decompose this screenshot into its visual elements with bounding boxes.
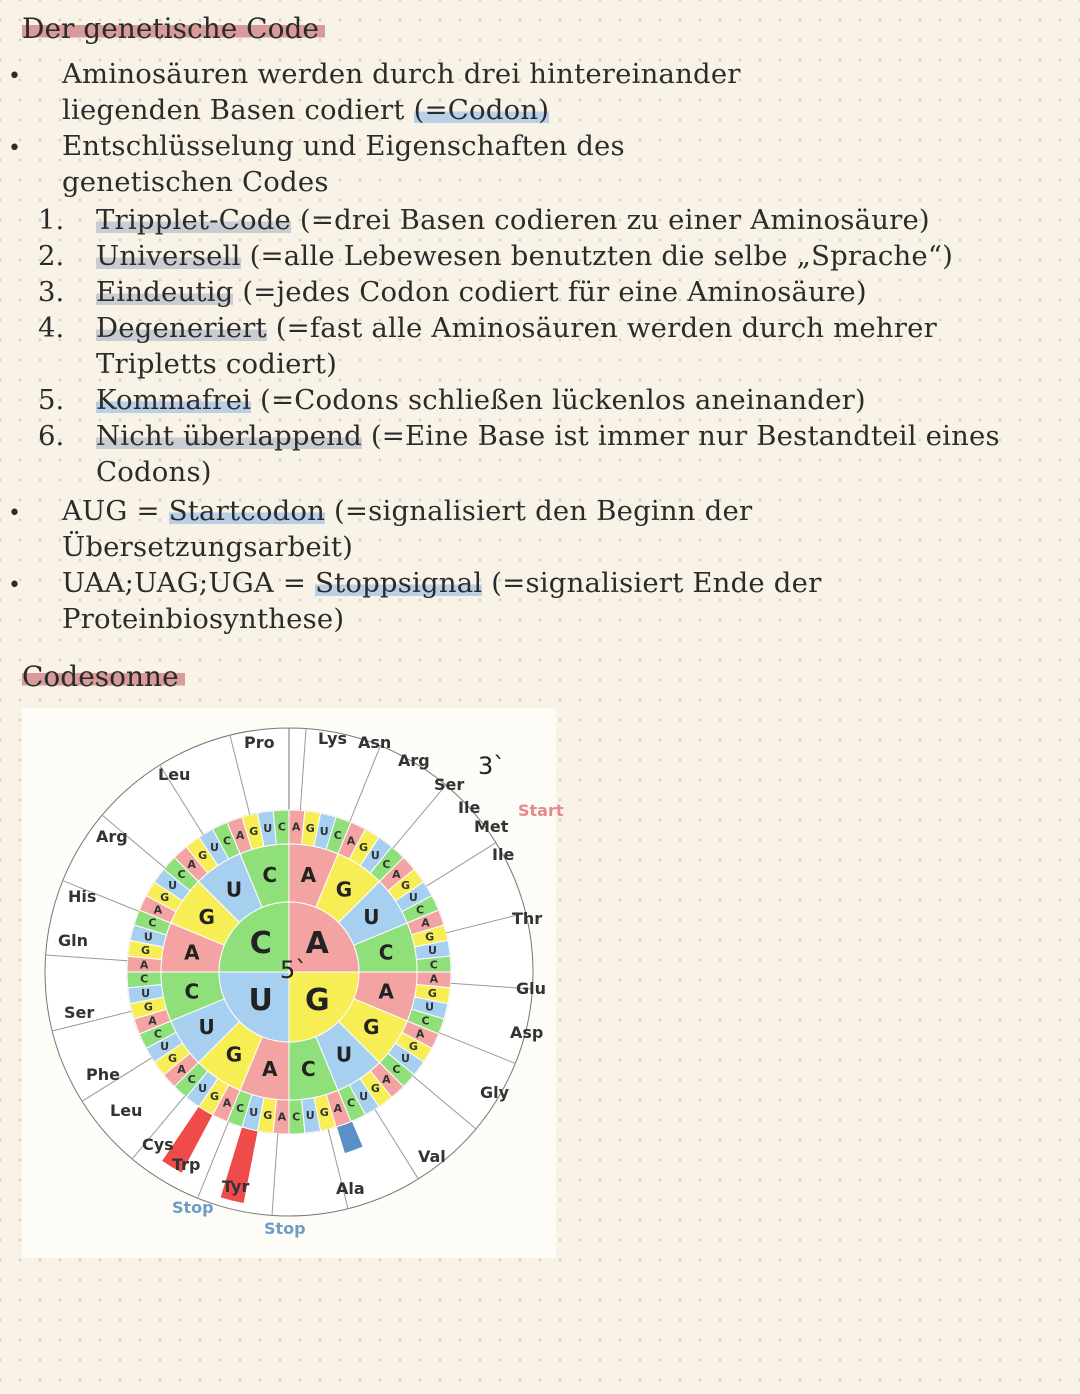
third-base-letter: U — [198, 1081, 208, 1095]
property-6-cont: Codons) — [96, 456, 212, 488]
amino-acid-label: Start — [518, 801, 564, 820]
third-base-letter: C — [277, 820, 286, 834]
amino-acid-label: Leu — [110, 1101, 143, 1120]
third-base-letter: C — [148, 916, 157, 930]
first-base-letter: C — [249, 926, 272, 962]
property-6: Nicht überlappend (=Eine Base ist immer nur Bestandteil eines — [96, 420, 1000, 452]
third-base-letter: C — [421, 1014, 430, 1028]
third-base-letter: C — [222, 834, 232, 848]
amino-acid-label: Leu — [158, 765, 191, 784]
bullet-dot: • — [8, 573, 21, 598]
code-sun-figure — [22, 708, 564, 1258]
third-base-letter: G — [141, 944, 151, 958]
section-title-genetic-code: Der genetische Code — [22, 12, 325, 46]
third-base-letter: G — [263, 1108, 273, 1122]
third-base-letter: C — [382, 858, 391, 872]
amino-acid-label: Gln — [58, 931, 89, 950]
third-base-letter: C — [140, 972, 149, 986]
third-base-letter: U — [209, 841, 219, 855]
third-base-letter: C — [153, 1027, 162, 1041]
section-title-codesonne: Codesonne — [22, 660, 185, 694]
second-base-letter: C — [184, 979, 200, 1004]
property-number: 2. — [38, 240, 65, 272]
second-base-letter: C — [300, 1057, 316, 1082]
third-base-letter: A — [235, 828, 245, 842]
bullet-1-line-1: Aminosäuren werden durch drei hintereinander — [62, 58, 741, 90]
amino-acid-label: Ile — [492, 845, 515, 864]
third-base-letter: C — [177, 868, 186, 882]
property-4-cont: Tripletts codiert) — [96, 348, 338, 380]
third-base-letter: C — [416, 903, 425, 917]
amino-acid-label: Met — [474, 817, 509, 836]
second-base-letter: G — [198, 904, 215, 929]
bullet-2-line-2: genetischen Codes — [62, 166, 329, 198]
property-number: 3. — [38, 276, 65, 308]
third-base-letter: U — [160, 1040, 170, 1054]
second-base-letter: G — [335, 877, 353, 902]
amino-acid-label: Thr — [512, 909, 543, 928]
startcodon-line: AUG = Startcodon (=signalisiert den Beginn der — [62, 495, 753, 527]
third-base-letter: A — [421, 916, 430, 930]
amino-acid-label: Cys — [142, 1135, 174, 1154]
third-base-letter: U — [319, 824, 329, 838]
third-base-letter: G — [319, 1106, 329, 1120]
bullet-1-line-2: liegenden Basen codiert (=Codon) — [62, 94, 550, 126]
third-base-letter: A — [222, 1096, 232, 1110]
amino-acid-label: Ser — [64, 1003, 95, 1022]
third-base-letter: G — [198, 849, 208, 863]
third-base-letter: A — [415, 1027, 425, 1041]
stopsignal-line: UAA;UAG;UGA = Stoppsignal (=signalisiert Ende der — [62, 567, 822, 599]
property-3: Eindeutig (=jedes Codon codiert für eine Aminosäure) — [96, 276, 867, 308]
bullet-2-line-1: Entschlüsselung und Eigenschaften des — [62, 130, 625, 162]
amino-acid-label: Asn — [358, 733, 392, 752]
third-base-letter: A — [346, 834, 356, 848]
bullet-dot: • — [8, 501, 21, 526]
codon-highlight: (=Codon) — [413, 94, 550, 126]
third-base-letter: A — [139, 958, 149, 972]
second-base-letter: U — [363, 904, 380, 929]
property-number: 4. — [38, 312, 65, 344]
third-base-letter: G — [209, 1089, 219, 1103]
third-base-letter: G — [408, 1040, 418, 1054]
stopsignal-line-cont: Proteinbiosynthese) — [62, 603, 345, 635]
third-base-letter: U — [168, 879, 178, 893]
third-base-letter: G — [359, 841, 369, 855]
third-base-letter: C — [236, 1102, 245, 1116]
second-base-letter: A — [378, 979, 394, 1004]
third-base-letter: A — [277, 1110, 287, 1124]
third-base-letter: A — [392, 868, 401, 882]
amino-acid-label: Ala — [336, 1179, 365, 1198]
startcodon-line-cont: Übersetzungsarbeit) — [62, 531, 354, 563]
amino-acid-label: His — [68, 887, 97, 906]
third-base-letter: U — [141, 986, 151, 1000]
first-base-letter: U — [248, 982, 273, 1018]
second-base-letter: U — [198, 1015, 215, 1040]
amino-acid-label: Lys — [318, 729, 348, 748]
third-base-letter: U — [359, 1089, 369, 1103]
second-base-letter: U — [335, 1042, 353, 1067]
second-base-letter: C — [262, 862, 278, 887]
amino-acid-label: Stop — [264, 1219, 306, 1238]
third-base-letter: G — [400, 879, 410, 893]
amino-acid-label: Pro — [244, 733, 275, 752]
amino-acid-label: Asp — [510, 1023, 544, 1042]
second-base-letter: A — [300, 862, 317, 887]
third-base-letter: U — [408, 890, 418, 904]
bullet-dot: • — [8, 64, 21, 89]
property-number: 1. — [38, 204, 65, 236]
amino-acid-label: Gly — [480, 1083, 510, 1102]
third-base-letter: C — [187, 1072, 196, 1086]
third-base-letter: C — [429, 958, 438, 972]
amino-acid-label: Val — [418, 1147, 446, 1166]
third-base-letter: A — [187, 858, 196, 872]
second-base-letter: G — [225, 1042, 243, 1067]
third-base-letter: G — [427, 986, 437, 1000]
first-base-letter: A — [305, 926, 329, 962]
amino-acid-label: Arg — [398, 751, 430, 770]
bullet-dot: • — [8, 136, 21, 161]
third-base-letter: U — [143, 930, 153, 944]
property-1: Tripplet-Code (=drei Basen codieren zu einer Aminosäure) — [96, 204, 930, 236]
third-base-letter: A — [148, 1014, 157, 1028]
third-base-letter: G — [249, 824, 259, 838]
third-base-letter: C — [392, 1062, 401, 1076]
third-base-letter: U — [425, 1000, 435, 1014]
amino-acid-label: Trp — [172, 1155, 201, 1174]
amino-acid-label: Stop — [172, 1198, 214, 1217]
third-base-letter: A — [291, 820, 301, 834]
third-base-letter: U — [249, 1106, 259, 1120]
third-base-letter: A — [382, 1072, 391, 1086]
third-base-letter: U — [263, 822, 273, 836]
third-base-letter: A — [333, 1102, 343, 1116]
third-base-letter: U — [370, 849, 380, 863]
third-base-letter: C — [346, 1096, 356, 1110]
property-number: 5. — [38, 384, 65, 416]
third-base-letter: U — [427, 944, 437, 958]
three-prime-label: 3` — [478, 752, 506, 780]
second-base-letter: G — [363, 1015, 380, 1040]
second-base-letter: A — [184, 940, 200, 965]
third-base-letter: G — [143, 1000, 153, 1014]
amino-acid-label: Arg — [96, 827, 128, 846]
first-base-letter: G — [304, 982, 330, 1018]
third-base-letter: G — [425, 930, 435, 944]
third-base-letter: C — [333, 828, 342, 842]
amino-acid-label: Ile — [458, 798, 481, 817]
third-base-letter: G — [370, 1081, 380, 1095]
amino-acid-label: Glu — [516, 979, 547, 998]
amino-acid-label: Tyr — [222, 1177, 250, 1196]
second-base-letter: A — [261, 1057, 278, 1082]
third-base-letter: A — [429, 972, 439, 986]
code-sun-wheel — [22, 708, 564, 1258]
second-base-letter: U — [225, 877, 243, 902]
property-5: Kommafrei (=Codons schließen lückenlos aneinander) — [96, 384, 866, 416]
third-base-letter: U — [305, 1108, 315, 1122]
third-base-letter: G — [305, 822, 315, 836]
third-base-letter: C — [292, 1110, 301, 1124]
third-base-letter: G — [168, 1051, 178, 1065]
property-2: Universell (=alle Lebewesen benutzten die selbe „Sprache“) — [96, 240, 954, 272]
amino-acid-label: Ser — [434, 775, 465, 794]
five-prime-label: 5` — [280, 956, 308, 984]
second-base-letter: C — [378, 940, 394, 965]
third-base-letter: A — [177, 1062, 186, 1076]
property-number: 6. — [38, 420, 65, 452]
amino-acid-label: Phe — [86, 1065, 120, 1084]
third-base-letter: G — [160, 890, 170, 904]
property-4: Degeneriert (=fast alle Aminosäuren werden durch mehrer — [96, 312, 937, 344]
third-base-letter: U — [400, 1051, 410, 1065]
third-base-letter: A — [153, 903, 163, 917]
